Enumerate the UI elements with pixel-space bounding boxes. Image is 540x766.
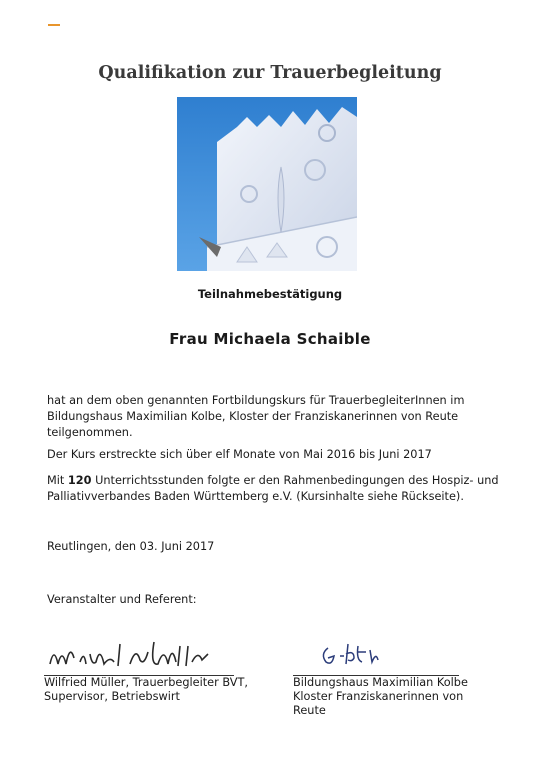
caption-line: Bildungshaus Maximilian Kolbe	[293, 676, 468, 689]
hours-value: 120	[67, 474, 92, 487]
text-line: Palliativverbandes Baden Württemberg e.V. (Kursinhalte siehe Rückseite).	[47, 490, 464, 503]
caption-line: Reute	[293, 704, 326, 717]
text-prefix: Mit	[47, 474, 68, 487]
text-line	[47, 473, 517, 489]
text-line: Bildungshaus Maximilian Kolbe, Kloster der Franziskanerinnen von Reute	[47, 410, 459, 423]
caption-line: Kloster Franziskanerinnen von	[293, 690, 464, 703]
paragraph-hours	[47, 473, 517, 505]
signature-caption-right	[293, 676, 468, 718]
caption-line: Supervisor, Betriebswirt	[44, 690, 180, 703]
signature-right	[318, 640, 388, 670]
place-date: Reutlingen, den 03. Juni 2017	[47, 540, 215, 553]
text-line: hat an dem oben genannten Fortbildungskurs für TrauerbegleiterInnen im	[47, 394, 465, 407]
signature-caption-left	[44, 676, 248, 704]
header-photo	[177, 97, 357, 271]
orange-mark	[48, 24, 60, 26]
caption-line: Wilfried Müller, Trauerbegleiter BVT,	[44, 676, 248, 689]
subtitle: Teilnahmebestätigung	[197, 287, 343, 301]
signature-left	[40, 636, 240, 676]
text-line: teilgenommen.	[47, 426, 133, 439]
text-rest: Unterrichtsstunden folgte er den Rahmenbedingungen des Hospiz- und	[91, 474, 499, 487]
paragraph-participation	[47, 393, 517, 441]
recipient-name: Frau Michaela Schaible	[169, 330, 371, 348]
organizer-label: Veranstalter und Referent:	[47, 593, 197, 606]
document-title: Qualifikation zur Trauerbegleitung	[98, 63, 442, 83]
paragraph-duration: Der Kurs erstreckte sich über elf Monate von Mai 2016 bis Juni 2017	[47, 448, 432, 461]
